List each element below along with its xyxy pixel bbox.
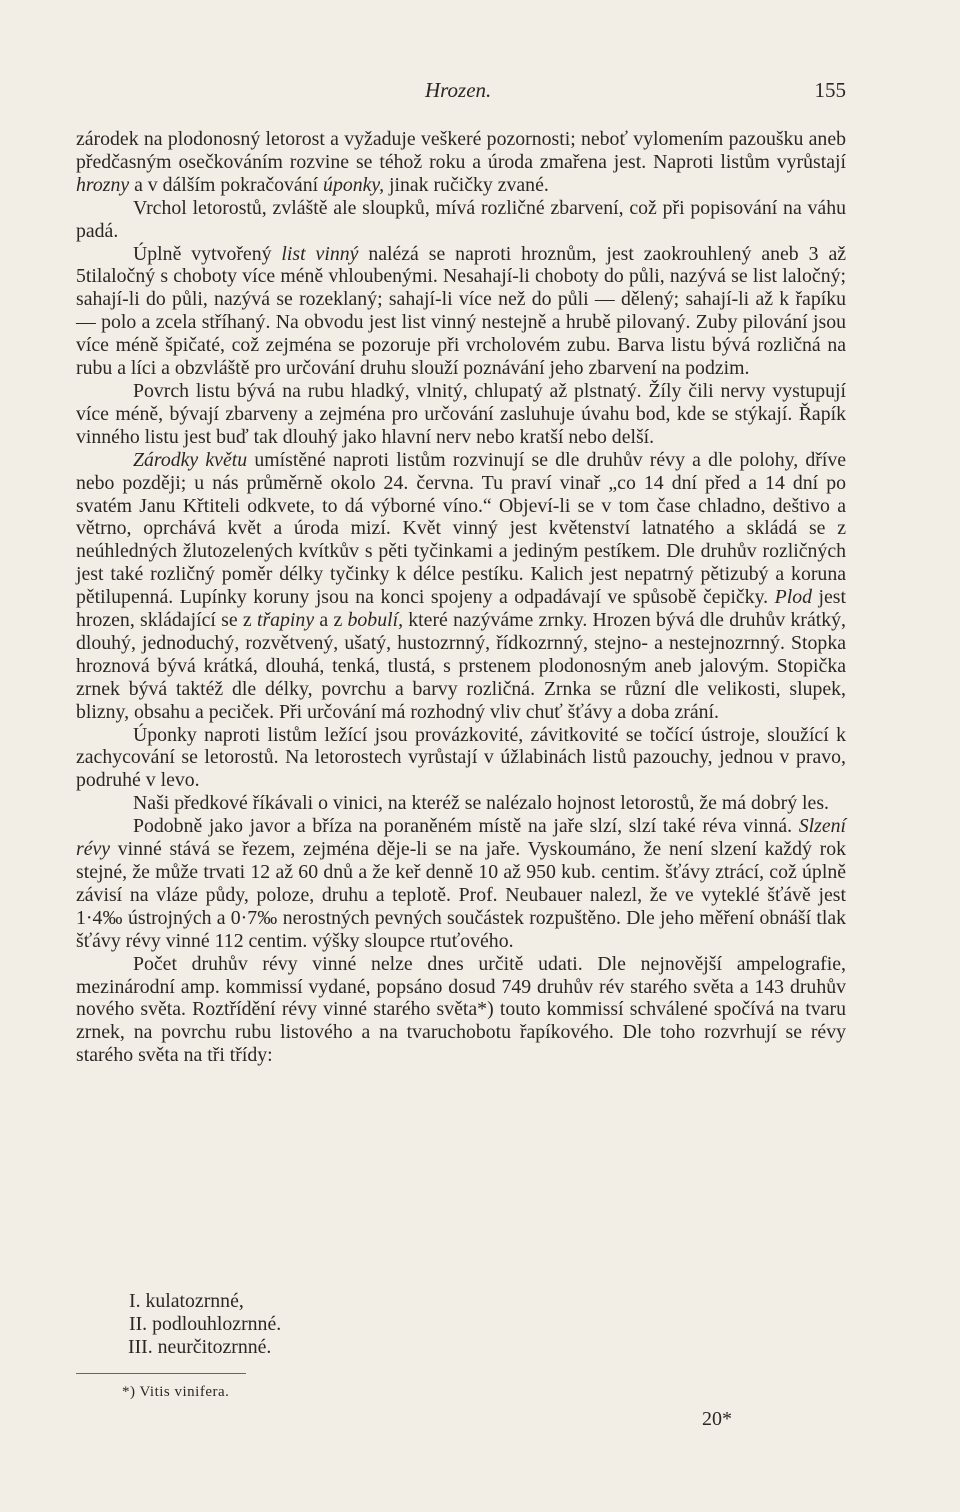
paragraph xyxy=(76,724,846,793)
text-run: Naši předkové říkávali o vinici, na kteréž se nalézalo hojnost letorostů, že má dobrý les. xyxy=(133,792,829,815)
italic-term: Zárodky květu xyxy=(133,448,248,471)
list-item: III. neurčitozrnné. xyxy=(128,1335,272,1358)
italic-term: třapiny xyxy=(256,609,315,632)
text-run: jest hrozen, skládající se z xyxy=(76,586,846,632)
paragraph xyxy=(76,128,846,197)
paragraph xyxy=(76,815,846,952)
text-run: Vrchol letorostů, zvláště ale sloupků, mívá rozličné zbarvení, což při popisování na váhu padá. xyxy=(76,196,846,242)
text-run: Počet druhův révy vinné nelze dnes určitě udati. Dle nejnovější ampelografie, mezinárodní amp. kommissí vydané, popsáno dosud 749 druhův rév starého světa a 143 druhův nového světa. Roztřídění révy vinné starého světa*) touto kommissí schválené spočívá na tvaru zrnek, na povrchu rubu listového a na tvaruchobotu řapíkového. Dle toho rozvrhují se révy starého světa na tři třídy: xyxy=(76,952,846,1067)
text-run: Povrch listu bývá na rubu hladký, vlnitý, chlupatý až plstnatý. Žíly čili nervy vystupují více méně, bývají zbarveny a zejména pro určování zasluhuje úvahu bod, kde se stýkají. Řapík vinného listu jest buď tak dlouhý jako hlavní nerv nebo kratší nebo delší. xyxy=(76,379,846,448)
list-item: I. kulatozrnné, xyxy=(129,1290,244,1312)
paragraph xyxy=(76,449,846,724)
class-list xyxy=(120,1290,281,1359)
paragraph xyxy=(76,953,846,1068)
text-run: umístěné naproti listům rozvinují se dle druhův révy a dle polohy, dříve nebo později; u nás průměrně okolo 24. června. Tu praví vinař „co 14 dní před a 14 dní po svatém Janu Křtiteli odkvete, to dá výborné víno.“ Objeví-li se v tom čase chladno, deštivo a větrno, oprchává květ a úroda mizí. Květ vinný jest květenství latnatého a skládá se z neúhledných žlutozelených kvítkův s pěti tyčinkami a jediným pestíkem. Dle druhův rozličných jest také rozličný poměr délky tyčinky k délce pestíku. Kalich jest nepatrný pětizubý a koruna pětilupenná. Lupínky koruny jsou na konci spojeny a odpadávají ve spůsobě čepičky. xyxy=(76,448,846,609)
page-number: 155 xyxy=(814,78,846,102)
body-text xyxy=(76,128,846,1067)
paragraph xyxy=(76,792,846,815)
italic-term: hrozny xyxy=(76,173,130,196)
text-run: nalézá se naproti hroznům, jest zaokrouhlený aneb 3 až 5tilaločný s choboty více méně vhloubenými. Nesahají-li choboty do půli, nazývá se list laločný; sahají-li do půli, nazývá se rozeklaný; sahají-li více než do půli — dělený; sahají-li až k řapíku — polo a zcela stříhaný. Na obvodu jest list vinný nestejně a hrubě pilovaný. Zuby pilování jsou více méně špičaté, což zejména se pozoruje při vrcholovém zubu. Barva listu bývá rozličná na rubu a líci a obzvláště pro určování druhu slouží poznávání jeho zbarvení na podzim. xyxy=(76,242,846,380)
text-run: zárodek na plodonosný letorost a vyžaduje veškeré pozornosti; neboť vylomením pazoušku aneb předčasným osečkováním rozvine se téhož roku a úroda zmařena jest. Naproti listům vyrůstají xyxy=(76,128,846,173)
italic-term: úponky, xyxy=(323,173,385,196)
italic-term: bobulí, xyxy=(347,609,404,632)
italic-term: Plod xyxy=(774,586,813,609)
text-run: které nazýváme zrnky. Hrozen bývá dle druhův krátký, dlouhý, jednoduchý, rozvětvený, ušatý, hustozrnný, řídkozrnný, stejno- a nestejnozrnný. Stopka hroznová bývá krátká, dlouhá, tenká, tlustá, s prstenem plodonosným aneb jalovým. Stopička zrnek bývá taktéž dle délky, povrchu a barvy rozličná. Zrnka se různí dle velikosti, slupek, blizny, obsahu a peciček. Při určování má rozhodný vliv chuť šťávy a doba zrání. xyxy=(76,609,847,723)
text-run: Podobně jako javor a bříza na poraněném místě na jaře slzí, slzí také réva vinná. xyxy=(133,815,799,838)
signature-mark: 20* xyxy=(702,1408,732,1430)
paragraph xyxy=(76,380,846,449)
paragraph xyxy=(76,197,846,243)
italic-term: list vinný xyxy=(281,242,359,265)
footnote: *) Vitis vinifera. xyxy=(122,1384,230,1400)
text-run: Úplně vytvořený xyxy=(133,242,282,265)
text-run: Úponky naproti listům ležící jsou provázkovité, závitkovité se točící ústroje, sloužící k zachycování se letorostů. Na letorostech vyrůstají v úžlabinách listů pazouchy, jednou v pravo, podruhé v levo. xyxy=(76,723,846,792)
text-run: a z xyxy=(314,609,348,632)
text-run: a v dálším pokračování xyxy=(129,173,324,196)
paragraph xyxy=(76,243,846,380)
italic-term: Slzení révy xyxy=(76,815,846,861)
list-item: II. podlouhlozrnné. xyxy=(129,1312,282,1335)
footnote-divider xyxy=(76,1373,246,1374)
running-title: Hrozen. xyxy=(425,78,492,102)
page-header xyxy=(76,78,846,110)
text-run: vinné stává se řezem, zejména děje-li se na jaře. Vyskoumáno, že není slzení každý rok stejné, že může trvati 12 až 60 dnů a že keř denně 10 až 950 kub. centim. šťávy ztrácí, což úplně závisí na vláze půdy, poloze, druhu a teplotě. Prof. Neubauer nalezl, že ve vyteklé šťávě jest 1·4‰ ústrojných a 0·7‰ nerostných pevných součástek rozpuštěno. Dle jeho měření obnáší tlak šťávy révy vinné 112 centim. výšky sloupce rtuťového. xyxy=(76,838,846,952)
text-run: jinak ručičky zvané. xyxy=(384,173,549,196)
